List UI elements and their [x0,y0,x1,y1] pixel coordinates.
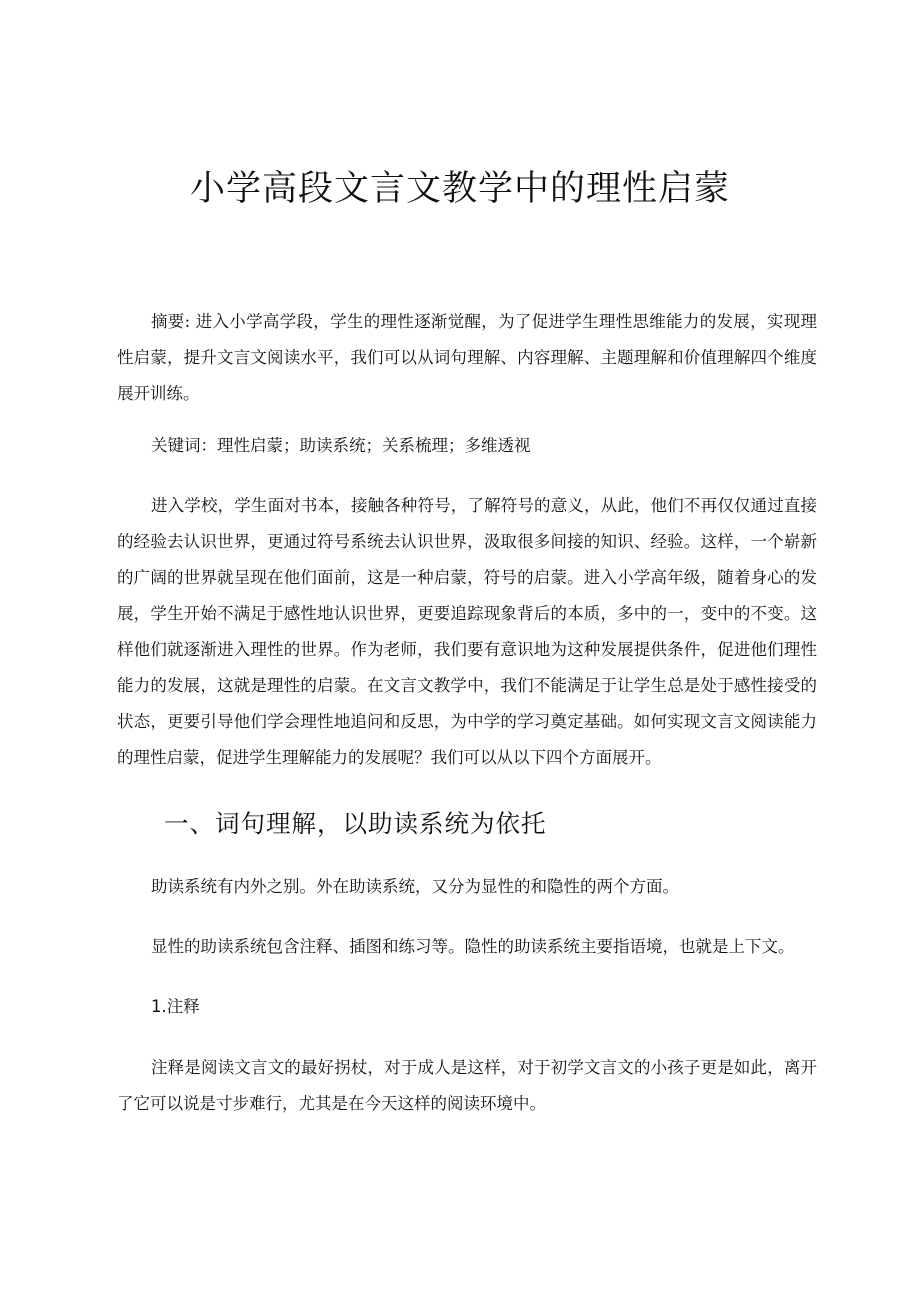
keywords-paragraph: 关键词：理性启蒙；助读系统；关系梳理；多维透视 [151,436,531,455]
abstract-paragraph: 摘要: 进入小学高学段，学生的理性逐渐觉醒，为了促进学生理性思维能力的发展，实现理性启蒙，提升文言文阅读水平，我们可以从词句理解、内容理解、主题理解和价值理解四个维度展开训练。 [117,312,817,403]
section-heading-1: 一、词句理解，以助读系统为依托 [164,809,547,838]
body-paragraph-aids: 助读系统有内外之别。外在助读系统，又分为显性的和隐性的两个方面。 [151,877,679,896]
subsection-label: 注释 [166,997,200,1016]
subsection-number: 1. [151,997,167,1016]
body-paragraph-notes: 注释是阅读文言文的最好拐杖，对于成人是这样，对于初学文言文的小孩子更是如此，离开了它可以说是寸步难行，尤其是在今天这样的阅读环境中。 [117,1058,817,1113]
intro-paragraph: 进入学校，学生面对书本，接触各种符号，了解符号的意义，从此，他们不再仅仅通过直接的经验去认识世界，更通过符号系统去认识世界，汲取很多间接的知识、经验。这样，一个崭新的广阔的世界就呈现在他们面前，这是一种启蒙，符号的启蒙。进入小学高年级，随着身心的发展，学生开始不满足于感性地认识世界，更要追踪现象背后的本质，多中的一，变中的不变。这样他们就逐渐进入理性的世界。作为老师，我们要有意识地为这种发展提供条件，促进他们理性能力的发展，这就是理性的启蒙。在文言文教学中，我们不能满足于让学生总是处于感性接受的状态，更要引导他们学会理性地追问和反思，为中学的学习奠定基础。如何实现文言文阅读能力的理性启蒙，促进学生理解能力的发展呢？我们可以从以下四个方面展开。 [117,496,817,767]
subsection-heading-notes [151,989,200,1025]
body-paragraph-explicit: 显性的助读系统包含注释、插图和练习等。隐性的助读系统主要指语境，也就是上下文。 [151,937,795,956]
document-title: 小学高段文言文教学中的理性启蒙 [189,169,730,209]
